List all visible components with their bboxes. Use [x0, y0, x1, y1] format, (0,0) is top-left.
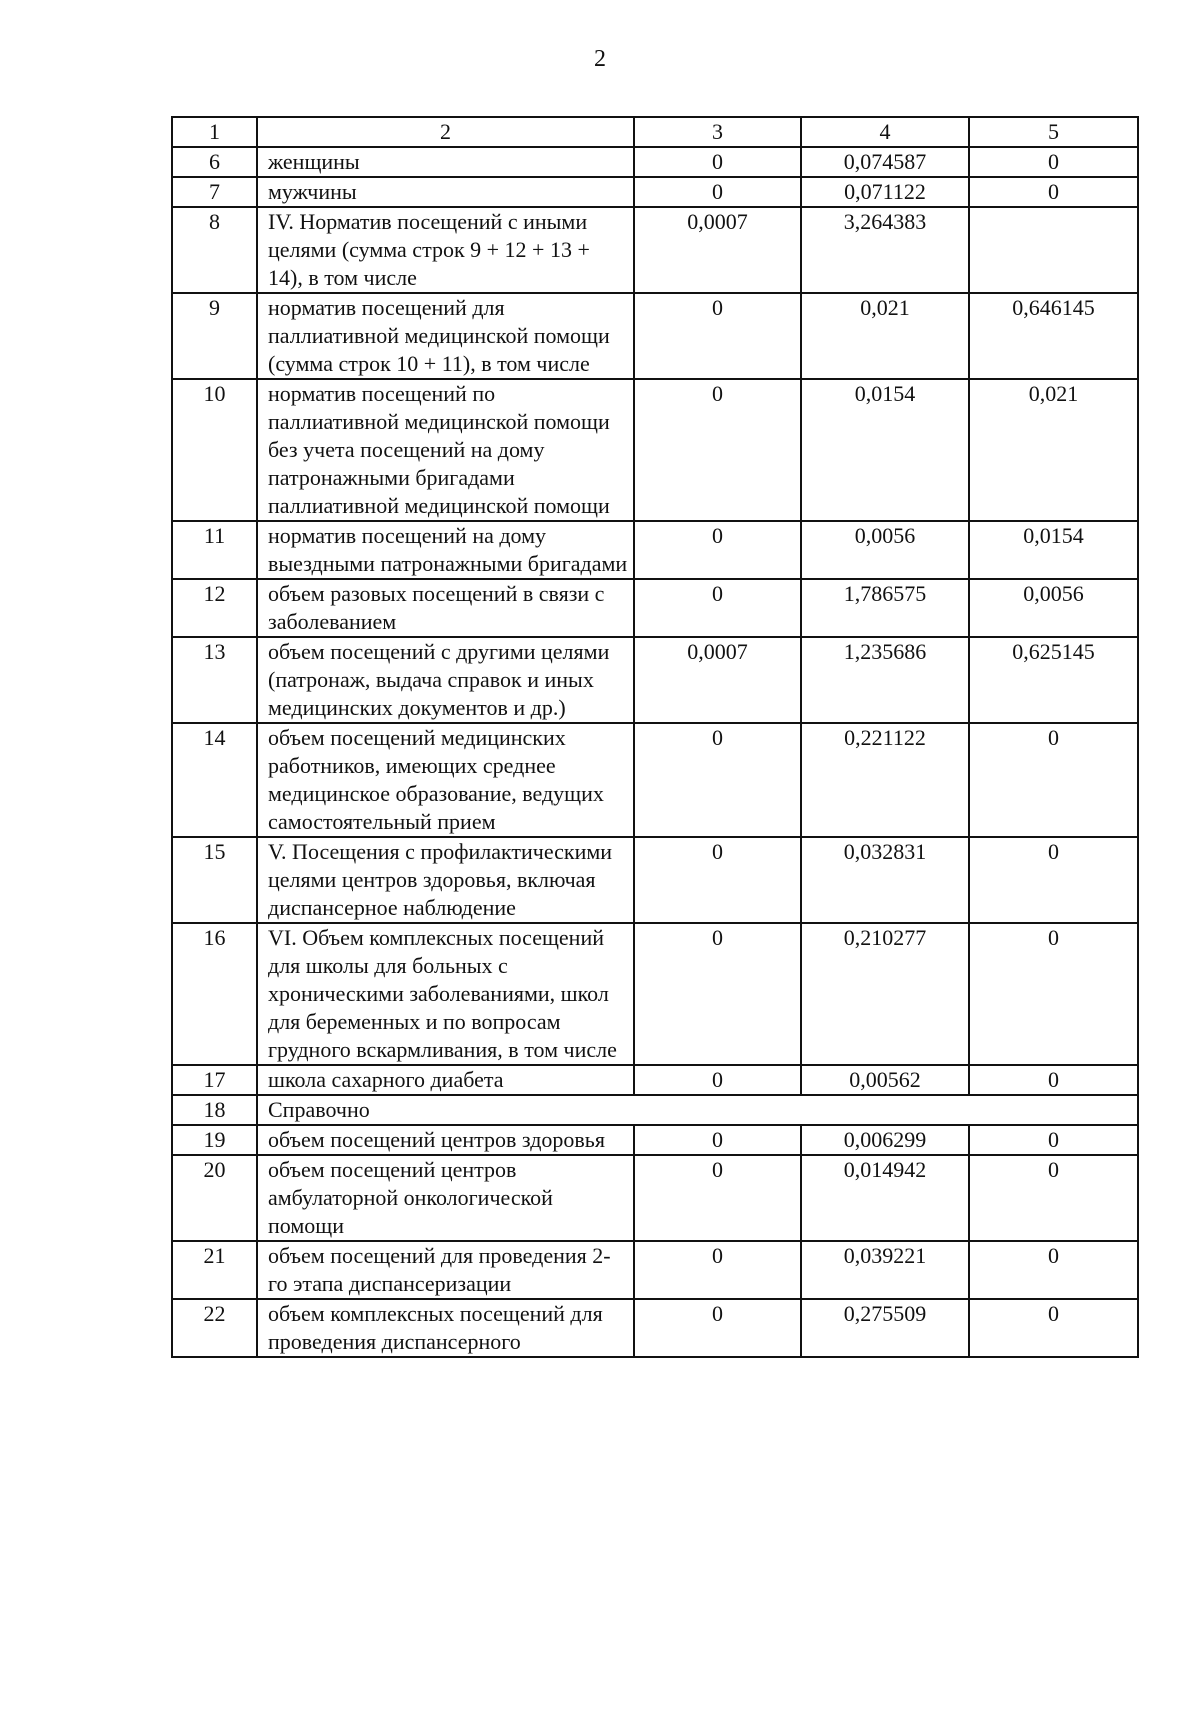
value-cell-col4: 0,039221 [801, 1241, 969, 1299]
row-number-cell: 14 [172, 723, 257, 837]
row-label-cell: школа сахарного диабета [257, 1065, 634, 1095]
header-cell: 1 [172, 117, 257, 147]
table-row [172, 521, 1138, 579]
table-row [172, 837, 1138, 923]
table-row [172, 1241, 1138, 1299]
value-cell-col4: 0,014942 [801, 1155, 969, 1241]
row-number-cell: 13 [172, 637, 257, 723]
row-number-cell: 16 [172, 923, 257, 1065]
row-number-cell: 21 [172, 1241, 257, 1299]
value-cell-col5: 0 [969, 923, 1138, 1065]
value-cell-col3: 0 [634, 521, 801, 579]
row-number-cell: 19 [172, 1125, 257, 1155]
row-label-cell: мужчины [257, 177, 634, 207]
table-row [172, 293, 1138, 379]
row-label-cell: объем посещений центров здоровья [257, 1125, 634, 1155]
data-table [171, 116, 1139, 1358]
row-label-cell: норматив посещений на дому выездными патронажными бригадами [257, 521, 634, 579]
value-cell-col4: 3,264383 [801, 207, 969, 293]
table-row [172, 923, 1138, 1065]
value-cell-col3: 0,0007 [634, 637, 801, 723]
row-label-cell: V. Посещения с профилактическими целями центров здоровья, включая диспансерное наблюдение [257, 837, 634, 923]
value-cell-col4: 0,074587 [801, 147, 969, 177]
row-label-cell: норматив посещений для паллиативной медицинской помощи (сумма строк 10 + 11), в том числе [257, 293, 634, 379]
value-cell-col4: 1,235686 [801, 637, 969, 723]
row-label-cell: норматив посещений по паллиативной медицинской помощи без учета посещений на дому патронажными бригадами паллиативной медицинской помощи [257, 379, 634, 521]
value-cell-col4: 0,275509 [801, 1299, 969, 1357]
value-cell-col3: 0 [634, 1125, 801, 1155]
value-cell-col4: 0,00562 [801, 1065, 969, 1095]
value-cell-col4: 0,021 [801, 293, 969, 379]
row-label-cell: Справочно [257, 1095, 1138, 1125]
row-number-cell: 6 [172, 147, 257, 177]
value-cell-col5: 0,646145 [969, 293, 1138, 379]
row-number-cell: 10 [172, 379, 257, 521]
table-row [172, 637, 1138, 723]
table-row [172, 1125, 1138, 1155]
value-cell-col3: 0 [634, 147, 801, 177]
table-row [172, 579, 1138, 637]
row-number-cell: 15 [172, 837, 257, 923]
row-number-cell: 11 [172, 521, 257, 579]
row-number-cell: 8 [172, 207, 257, 293]
value-cell-col4: 0,210277 [801, 923, 969, 1065]
value-cell-col5: 0 [969, 147, 1138, 177]
table-row [172, 723, 1138, 837]
value-cell-col3: 0 [634, 1299, 801, 1357]
header-cell: 3 [634, 117, 801, 147]
value-cell-col3: 0 [634, 293, 801, 379]
value-cell-col5: 0 [969, 723, 1138, 837]
value-cell-col4: 0,0056 [801, 521, 969, 579]
row-label-cell: объем посещений медицинских работников, имеющих среднее медицинское образование, ведущих самостоятельный прием [257, 723, 634, 837]
value-cell-col4: 0,0154 [801, 379, 969, 521]
value-cell-col5: 0,0154 [969, 521, 1138, 579]
value-cell-col3: 0 [634, 579, 801, 637]
value-cell-col5 [969, 207, 1138, 293]
value-cell-col3: 0,0007 [634, 207, 801, 293]
header-cell: 5 [969, 117, 1138, 147]
row-label-cell: объем посещений для проведения 2-го этапа диспансеризации [257, 1241, 634, 1299]
value-cell-col4: 0,221122 [801, 723, 969, 837]
value-cell-col4: 0,006299 [801, 1125, 969, 1155]
value-cell-col3: 0 [634, 1155, 801, 1241]
row-label-cell: IV. Норматив посещений с иными целями (сумма строк 9 + 12 + 13 + 14), в том числе [257, 207, 634, 293]
table-row [172, 1155, 1138, 1241]
value-cell-col4: 0,071122 [801, 177, 969, 207]
row-label-cell: объем посещений с другими целями (патронаж, выдача справок и иных медицинских документов и др.) [257, 637, 634, 723]
row-label-cell: объем посещений центров амбулаторной онкологической помощи [257, 1155, 634, 1241]
table-row [172, 177, 1138, 207]
table-row [172, 1065, 1138, 1095]
value-cell-col3: 0 [634, 379, 801, 521]
value-cell-col5: 0 [969, 1125, 1138, 1155]
row-number-cell: 7 [172, 177, 257, 207]
value-cell-col4: 1,786575 [801, 579, 969, 637]
value-cell-col5: 0 [969, 1155, 1138, 1241]
value-cell-col3: 0 [634, 723, 801, 837]
table-row [172, 207, 1138, 293]
header-cell: 2 [257, 117, 634, 147]
value-cell-col5: 0,021 [969, 379, 1138, 521]
page-number: 2 [594, 46, 606, 72]
row-number-cell: 9 [172, 293, 257, 379]
header-cell: 4 [801, 117, 969, 147]
value-cell-col5: 0 [969, 837, 1138, 923]
value-cell-col3: 0 [634, 837, 801, 923]
row-number-cell: 20 [172, 1155, 257, 1241]
value-cell-col4: 0,032831 [801, 837, 969, 923]
row-label-cell: VI. Объем комплексных посещений для школы для больных с хроническими заболеваниями, школ для беременных и по вопросам грудного вскармливания, в том числе [257, 923, 634, 1065]
value-cell-col5: 0 [969, 1299, 1138, 1357]
table-row [172, 1299, 1138, 1357]
table-row [172, 1095, 1138, 1125]
row-label-cell: объем комплексных посещений для проведения диспансерного [257, 1299, 634, 1357]
value-cell-col5: 0 [969, 177, 1138, 207]
table-row [172, 379, 1138, 521]
table-header-row [172, 117, 1138, 147]
value-cell-col5: 0 [969, 1065, 1138, 1095]
row-number-cell: 22 [172, 1299, 257, 1357]
table-row [172, 147, 1138, 177]
value-cell-col5: 0 [969, 1241, 1138, 1299]
value-cell-col5: 0,0056 [969, 579, 1138, 637]
value-cell-col3: 0 [634, 923, 801, 1065]
value-cell-col3: 0 [634, 1241, 801, 1299]
value-cell-col5: 0,625145 [969, 637, 1138, 723]
row-number-cell: 12 [172, 579, 257, 637]
row-number-cell: 17 [172, 1065, 257, 1095]
row-number-cell: 18 [172, 1095, 257, 1125]
value-cell-col3: 0 [634, 177, 801, 207]
value-cell-col3: 0 [634, 1065, 801, 1095]
row-label-cell: женщины [257, 147, 634, 177]
row-label-cell: объем разовых посещений в связи с заболеванием [257, 579, 634, 637]
